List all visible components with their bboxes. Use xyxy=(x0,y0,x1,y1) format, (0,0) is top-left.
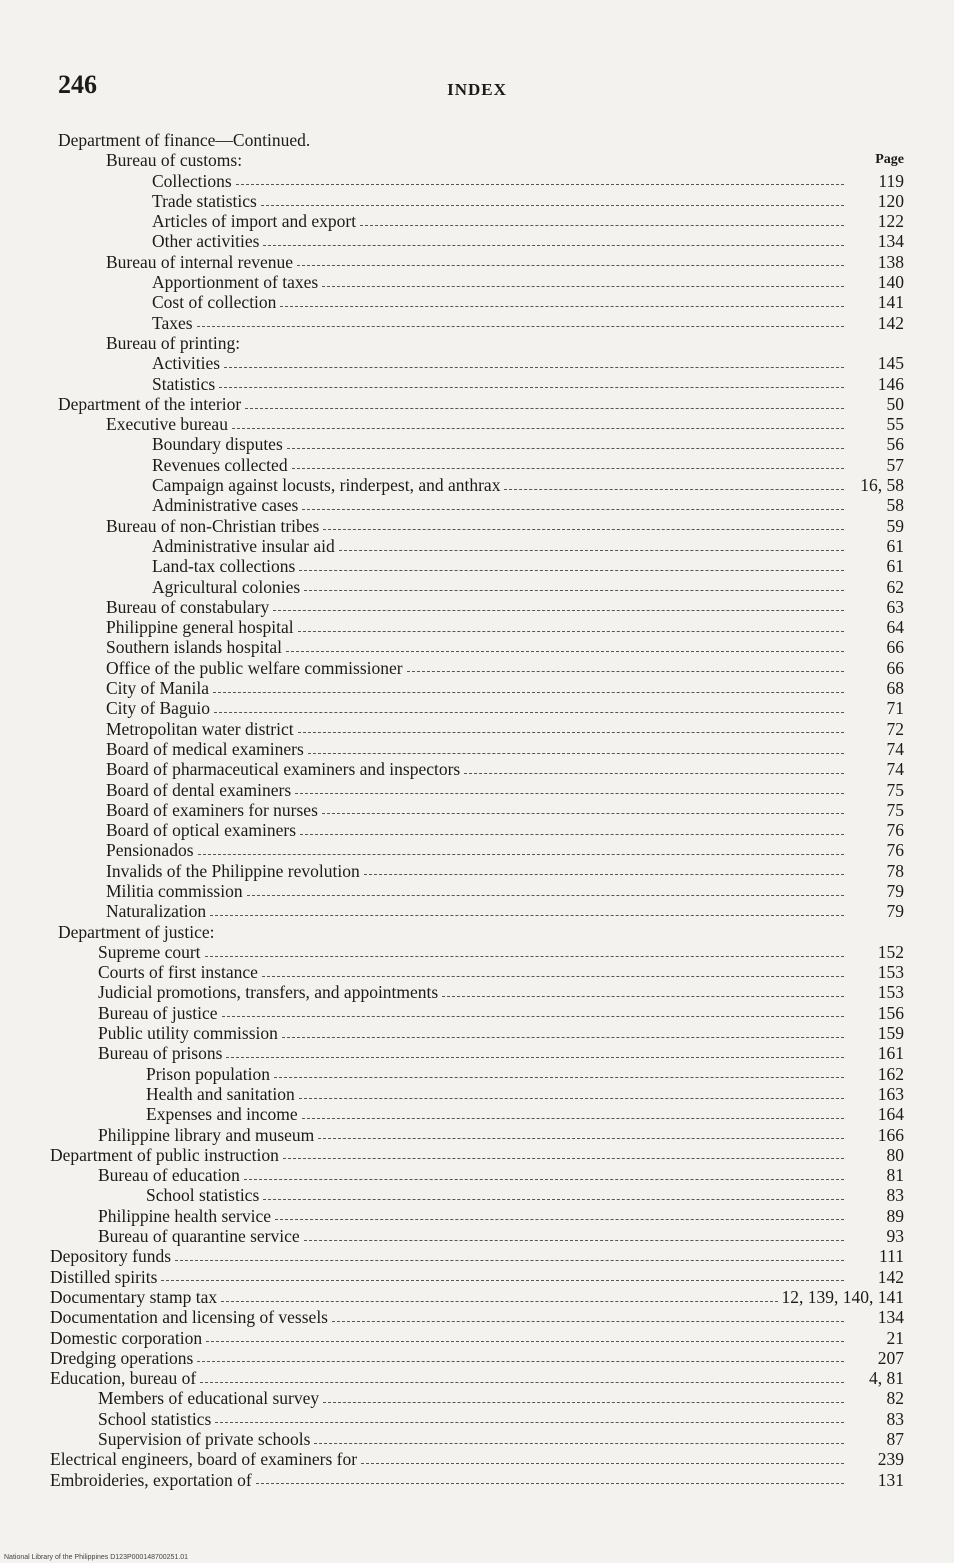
dot-leader xyxy=(364,874,844,875)
footer-note: National Library of the Philippines D123P000148700251.01 xyxy=(4,1554,189,1561)
entry-pages: 159 xyxy=(877,1023,904,1044)
entry-pages: 87 xyxy=(886,1429,904,1449)
entry-label: Bureau of prisons xyxy=(98,1043,223,1064)
index-entry xyxy=(48,1185,904,1205)
dot-leader xyxy=(215,1422,844,1423)
dot-leader xyxy=(318,1138,844,1139)
entry-label: Administrative cases xyxy=(152,495,299,516)
entry-pages: 153 xyxy=(877,962,904,983)
entry-label: Board of pharmaceutical examiners and inspectors xyxy=(106,759,461,780)
index-entry xyxy=(48,678,904,698)
dot-leader xyxy=(299,1098,844,1099)
index-entry xyxy=(48,475,904,495)
entry-label: Electrical engineers, board of examiners for xyxy=(50,1449,358,1470)
dot-leader xyxy=(283,1158,844,1159)
entry-pages: 239 xyxy=(877,1449,904,1470)
entry-pages: 119 xyxy=(878,170,904,191)
entry-pages: 81 xyxy=(886,1165,904,1186)
entry-label: Department of public instruction xyxy=(50,1144,279,1165)
dot-leader xyxy=(287,448,844,449)
entry-pages: 74 xyxy=(886,738,904,759)
entry-label: Militia commission xyxy=(106,880,243,901)
entry-pages: 61 xyxy=(886,556,904,577)
index-entry xyxy=(48,759,904,779)
index-entry xyxy=(48,840,904,860)
dot-leader xyxy=(304,590,844,591)
dot-leader xyxy=(332,1321,844,1322)
entry-label: Bureau of quarantine service xyxy=(98,1226,300,1247)
dot-leader xyxy=(339,550,844,551)
entry-pages: 50 xyxy=(886,393,904,414)
index-entry xyxy=(48,739,904,759)
index-entry xyxy=(48,130,904,150)
dot-leader xyxy=(308,753,844,754)
dot-leader xyxy=(275,1219,844,1220)
entry-label: Philippine library and museum xyxy=(98,1124,315,1145)
dot-leader xyxy=(286,651,844,652)
index-entry xyxy=(48,577,904,597)
entry-label: Department of the interior xyxy=(58,393,242,414)
index-entry xyxy=(48,1267,904,1287)
entry-label: Statistics xyxy=(152,373,216,394)
entry-pages: 58 xyxy=(886,495,904,516)
entry-pages: 74 xyxy=(886,759,904,780)
index-entry xyxy=(48,333,904,353)
entry-label: Board of optical examiners xyxy=(106,820,297,841)
dot-leader xyxy=(298,732,844,733)
dot-leader xyxy=(221,1301,777,1302)
index-entry xyxy=(48,516,904,536)
entry-pages: 78 xyxy=(886,860,904,881)
dot-leader xyxy=(273,610,844,611)
entry-label: Cost of collection xyxy=(152,292,277,313)
entry-label: Department of justice: xyxy=(58,921,215,942)
entry-pages: 138 xyxy=(877,251,904,272)
dot-leader xyxy=(244,1179,844,1180)
entry-pages: 66 xyxy=(886,637,904,658)
index-entry xyxy=(48,434,904,454)
dot-leader xyxy=(263,1199,844,1200)
dot-leader xyxy=(322,286,844,287)
dot-leader xyxy=(302,1118,844,1119)
entry-label: Bureau of non-Christian tribes xyxy=(106,515,320,536)
entry-pages: 142 xyxy=(877,1266,904,1287)
dot-leader xyxy=(323,1402,844,1403)
entry-pages: 146 xyxy=(877,373,904,394)
page-column-label: Page xyxy=(875,152,904,167)
dot-leader xyxy=(200,1382,844,1383)
entry-pages: 122 xyxy=(877,211,904,232)
dot-leader xyxy=(245,408,844,409)
entry-label: School statistics xyxy=(98,1408,212,1429)
index-entry xyxy=(48,881,904,901)
entry-label: Pensionados xyxy=(106,840,194,861)
index-entry xyxy=(48,1449,904,1469)
entry-pages: 120 xyxy=(877,190,904,211)
entry-pages: 161 xyxy=(877,1043,904,1064)
entry-label: Expenses and income xyxy=(146,1104,298,1125)
index-entry xyxy=(48,962,904,982)
index-entry xyxy=(48,780,904,800)
entry-pages: 162 xyxy=(877,1063,904,1084)
entry-pages: 131 xyxy=(877,1469,904,1490)
index-entry xyxy=(48,982,904,1002)
entry-label: Prison population xyxy=(146,1063,270,1084)
entry-pages: 61 xyxy=(886,535,904,556)
dot-leader xyxy=(280,306,844,307)
index-entry xyxy=(48,1348,904,1368)
dot-leader xyxy=(247,895,844,896)
page-number: 246 xyxy=(58,70,97,99)
dot-leader xyxy=(161,1280,844,1281)
entry-label: Documentary stamp tax xyxy=(50,1286,218,1307)
index-entry xyxy=(48,272,904,292)
entry-label: Board of medical examiners xyxy=(106,738,304,759)
entry-pages: 89 xyxy=(886,1205,904,1226)
index-entry xyxy=(48,495,904,515)
dot-leader xyxy=(314,1443,844,1444)
index-entry xyxy=(48,1226,904,1246)
dot-leader xyxy=(282,1037,844,1038)
dot-leader xyxy=(210,915,844,916)
index-entry xyxy=(48,1287,904,1307)
dot-leader xyxy=(222,1016,844,1017)
entry-label: Administrative insular aid xyxy=(152,535,335,556)
dot-leader xyxy=(205,956,844,957)
entry-label: City of Baguio xyxy=(106,698,211,719)
index-entry xyxy=(48,1246,904,1266)
entry-label: Collections xyxy=(152,170,232,191)
entry-pages: 164 xyxy=(877,1104,904,1125)
entry-label: Courts of first instance xyxy=(98,962,258,983)
entry-pages: 66 xyxy=(886,657,904,678)
entry-pages: 153 xyxy=(877,982,904,1003)
dot-leader xyxy=(232,428,844,429)
dot-leader xyxy=(299,570,844,571)
dot-leader xyxy=(213,692,844,693)
entry-label: Trade statistics xyxy=(152,190,257,211)
index-entry xyxy=(48,1023,904,1043)
dot-leader xyxy=(226,1057,844,1058)
index-entry xyxy=(48,800,904,820)
entry-pages: 57 xyxy=(886,454,904,475)
dot-leader xyxy=(198,854,845,855)
running-head: INDEX xyxy=(447,80,507,99)
entry-pages: 79 xyxy=(886,901,904,922)
dot-leader xyxy=(361,1463,844,1464)
index-entry xyxy=(48,1328,904,1348)
dot-leader xyxy=(206,1341,844,1342)
index-entry xyxy=(48,536,904,556)
entry-label: Board of examiners for nurses xyxy=(106,799,318,820)
entry-pages: 140 xyxy=(877,272,904,293)
entry-label: Embroideries, exportation of xyxy=(50,1469,252,1490)
entry-pages: 76 xyxy=(886,840,904,861)
dot-leader xyxy=(214,712,844,713)
index-entry xyxy=(48,1388,904,1408)
entry-label: Members of educational survey xyxy=(98,1388,320,1409)
index-entry xyxy=(48,698,904,718)
entry-pages: 93 xyxy=(886,1226,904,1247)
entry-label: Articles of import and export xyxy=(152,211,357,232)
dot-leader xyxy=(236,184,844,185)
entry-pages: 83 xyxy=(886,1408,904,1429)
entry-pages: 82 xyxy=(886,1388,904,1409)
entry-label: Bureau of printing: xyxy=(106,332,241,353)
entry-label: Activities xyxy=(152,353,221,374)
dot-leader xyxy=(298,631,844,632)
dot-leader xyxy=(302,509,844,510)
entry-pages: 55 xyxy=(886,414,904,435)
dot-leader xyxy=(261,205,844,206)
entry-pages: 166 xyxy=(877,1124,904,1145)
index-entry xyxy=(48,1307,904,1327)
entry-pages: 142 xyxy=(877,312,904,333)
entry-label: Judicial promotions, transfers, and appointments xyxy=(98,982,439,1003)
dot-leader xyxy=(300,834,844,835)
index-entry xyxy=(48,1084,904,1104)
index-entry xyxy=(48,1125,904,1145)
entry-label: Health and sanitation xyxy=(146,1083,295,1104)
entry-pages: 79 xyxy=(886,880,904,901)
dot-leader xyxy=(224,367,844,368)
dot-leader xyxy=(197,1361,844,1362)
dot-leader xyxy=(197,326,844,327)
index-entry xyxy=(48,1165,904,1185)
index-entry xyxy=(48,252,904,272)
index-entry xyxy=(48,901,904,921)
entry-pages: 4, 81 xyxy=(869,1368,904,1389)
entry-label: Southern islands hospital xyxy=(106,637,282,658)
entry-pages: 163 xyxy=(877,1083,904,1104)
dot-leader xyxy=(297,265,844,266)
index-entry xyxy=(48,719,904,739)
dot-leader xyxy=(295,793,844,794)
dot-leader xyxy=(360,225,844,226)
index-entry xyxy=(48,1043,904,1063)
entry-label: Distilled spirits xyxy=(50,1266,158,1287)
index-entry xyxy=(48,637,904,657)
entry-pages: 72 xyxy=(886,718,904,739)
entry-pages: 56 xyxy=(886,434,904,455)
index-entry xyxy=(48,1470,904,1490)
entry-label: Taxes xyxy=(152,312,193,333)
index-entries xyxy=(48,130,904,1490)
entry-pages: 68 xyxy=(886,678,904,699)
index-entry xyxy=(48,617,904,637)
entry-label: Philippine general hospital xyxy=(106,617,294,638)
entry-pages: 62 xyxy=(886,576,904,597)
entry-pages: 80 xyxy=(886,1144,904,1165)
dot-leader xyxy=(262,976,844,977)
index-entry xyxy=(48,171,904,191)
entry-label: Land-tax collections xyxy=(152,556,296,577)
entry-pages: 83 xyxy=(886,1185,904,1206)
entry-pages: 16, 58 xyxy=(860,475,904,496)
entry-label: Bureau of internal revenue xyxy=(106,251,294,272)
entry-pages: 21 xyxy=(886,1327,904,1348)
entry-label: Bureau of education xyxy=(98,1165,240,1186)
entry-label: Metropolitan water district xyxy=(106,718,294,739)
entry-label: Bureau of justice xyxy=(98,1002,218,1023)
dot-leader xyxy=(464,773,844,774)
entry-pages: 59 xyxy=(886,515,904,536)
entry-pages: 63 xyxy=(886,596,904,617)
index-entry xyxy=(48,820,904,840)
entry-pages: 134 xyxy=(877,1307,904,1328)
entry-label: Agricultural colonies xyxy=(152,576,301,597)
entry-pages: 141 xyxy=(877,292,904,313)
dot-leader xyxy=(263,245,844,246)
index-entry xyxy=(48,1206,904,1226)
index-entry xyxy=(48,922,904,942)
dot-leader xyxy=(219,387,844,388)
entry-label: Naturalization xyxy=(106,901,207,922)
index-entry xyxy=(48,150,904,170)
entry-pages: 75 xyxy=(886,799,904,820)
index-entry xyxy=(48,1104,904,1124)
entry-label: Apportionment of taxes xyxy=(152,272,319,293)
index-entry xyxy=(48,414,904,434)
index-entry xyxy=(48,658,904,678)
index-entry xyxy=(48,353,904,373)
entry-label: School statistics xyxy=(146,1185,260,1206)
entry-label: Board of dental examiners xyxy=(106,779,292,800)
dot-leader xyxy=(274,1077,844,1078)
dot-leader xyxy=(292,468,844,469)
index-entry xyxy=(48,861,904,881)
entry-label: Bureau of constabulary xyxy=(106,596,270,617)
index-entry xyxy=(48,394,904,414)
dot-leader xyxy=(323,529,844,530)
dot-leader xyxy=(322,813,844,814)
entry-label: Revenues collected xyxy=(152,454,288,475)
entry-label: Supreme court xyxy=(98,941,201,962)
entry-label: Domestic corporation xyxy=(50,1327,203,1348)
entry-label: Invalids of the Philippine revolution xyxy=(106,860,360,881)
entry-label: Documentation and licensing of vessels xyxy=(50,1307,328,1328)
entry-label: Boundary disputes xyxy=(152,434,283,455)
index-entry xyxy=(48,1409,904,1429)
index-entry xyxy=(48,191,904,211)
index-entry xyxy=(48,211,904,231)
entry-pages: 152 xyxy=(877,941,904,962)
entry-label: Other activities xyxy=(152,231,260,252)
entry-label: Supervision of private schools xyxy=(98,1429,311,1449)
dot-leader xyxy=(442,996,844,997)
entry-label: Department of finance—Continued. xyxy=(58,130,311,150)
index-entry xyxy=(48,1368,904,1388)
index-entry xyxy=(48,1003,904,1023)
entry-pages: 207 xyxy=(877,1347,904,1368)
index-entry xyxy=(48,1064,904,1084)
index-entry xyxy=(48,374,904,394)
entry-label: Executive bureau xyxy=(106,414,228,435)
entry-label: Education, bureau of xyxy=(50,1368,197,1389)
entry-pages: 71 xyxy=(886,698,904,719)
index-entry xyxy=(48,231,904,251)
dot-leader xyxy=(256,1483,844,1484)
entry-label: City of Manila xyxy=(106,678,210,699)
index-entry xyxy=(48,1145,904,1165)
entry-pages: 111 xyxy=(879,1246,904,1267)
entry-label: Dredging operations xyxy=(50,1347,194,1368)
entry-label: Campaign against locusts, rinderpest, and anthrax xyxy=(152,475,501,496)
dot-leader xyxy=(304,1240,844,1241)
index-entry xyxy=(48,313,904,333)
entry-pages: 134 xyxy=(877,231,904,252)
entry-pages: 12, 139, 140, 141 xyxy=(781,1286,904,1307)
entry-label: Bureau of customs: xyxy=(106,150,243,171)
entry-pages: 145 xyxy=(877,353,904,374)
index-entry xyxy=(48,292,904,312)
entry-label: Office of the public welfare commissioner xyxy=(106,657,403,678)
entry-label: Depository funds xyxy=(50,1246,172,1267)
dot-leader xyxy=(175,1260,844,1261)
index-entry xyxy=(48,556,904,576)
dot-leader xyxy=(407,671,844,672)
entry-pages: 75 xyxy=(886,779,904,800)
dot-leader xyxy=(504,489,844,490)
entry-label: Philippine health service xyxy=(98,1205,272,1226)
entry-pages: 64 xyxy=(886,617,904,638)
entry-pages: 156 xyxy=(877,1002,904,1023)
index-entry xyxy=(48,942,904,962)
index-entry xyxy=(48,455,904,475)
index-entry xyxy=(48,1429,904,1449)
entry-pages: 76 xyxy=(886,820,904,841)
entry-label: Public utility commission xyxy=(98,1023,278,1044)
index-entry xyxy=(48,597,904,617)
